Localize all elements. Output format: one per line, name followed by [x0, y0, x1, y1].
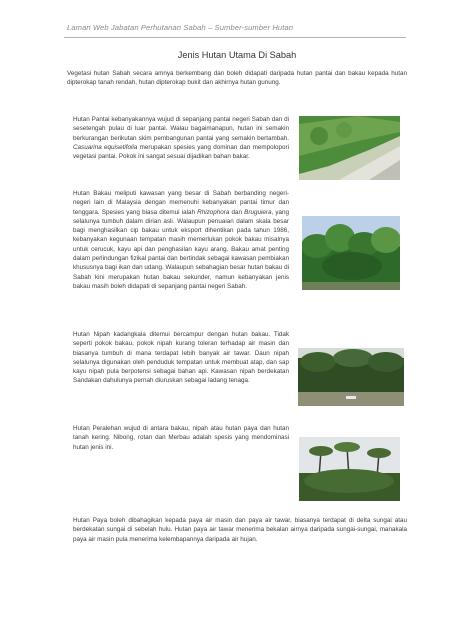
- section-bakau-text: [73, 189, 289, 291]
- closing-paragraph: Hutan Paya boleh dibahagikan kepada paya air masin dan paya air tawar, biasanya terdapat di delta sungai atau berdekatan sungai di sebelah hulu. Hutan paya air tawar menerima bekalan airnya daripada sungai-sungai, manakala paya air masin pula menerima kelembapannya daripada air hujan.: [73, 517, 407, 543]
- text-run: , yang selalunya tumbuh dalam dirian asli. Walaupun penuaian dalam skala besar bagi menghasilkan cip bakau untuk eksport dihentikan pada tahun 1986, kebanyakan kegunaan tempatan masih memerlukan pokok bakau misalnya untuk cerucuk, kayu api dan penghasilan kayu arang. Bakau amat penting dalam perlindungan fizikal pantai dan bertindak sebagai kawasan pembiakan khususnya bagi ikan dan udang. Walaupun sebahagian besar hutan bakau di Sabah kini merupakan hutan bakau sekunder, namun kebanyakan jenis bakau masih boleh didapati di sepanjang pantai negeri Sabah.: [73, 208, 289, 290]
- text-run: Hutan Pantai kebanyakannya wujud di sepanjang pantai negeri Sabah dan di sesetengah pulau di luar pantai. Walau bagaimanapun, hutan ini semakin berkurangan berikutan skim pembangunan pantai yang semakin bertambah.: [73, 116, 289, 142]
- section-pantai-text: [73, 115, 289, 161]
- species-name: Rhizophora: [197, 208, 230, 216]
- page-title: Jenis Hutan Utama Di Sabah: [177, 50, 297, 60]
- text-run: Hutan Bakau meliputi kawasan yang besar di Sabah berbanding negeri-negeri lain di Malaysia dengan memenuhi kebanyakan pantai timur dan tenggara. Spesies yang biasa ditemui ialah: [73, 190, 289, 216]
- beach-casuarina-photo: [299, 116, 400, 180]
- section-nipah-text: Hutan Nipah kadangkala ditemui bercampur dengan hutan bakau. Tidak seperti pokok bakau, pokok nipah kurang toleran terhadap air masin dan biasanya tumbuh di mana terdapat lebih banyak air tawar. Daun nipah selalunya digunakan oleh penduduk tempatan untuk membuat atap, dan sap kayu nipah pula berpotensi sebagai bahan api. Kawasan nipah berdekatan Sandakan dahulunya pernah diuruskan sebagai ladang tenaga.: [73, 331, 289, 385]
- species-name: Casuarina equisetifolia: [73, 143, 138, 151]
- mangrove-forest-photo: [302, 216, 400, 290]
- species-name: Bruguiera: [244, 208, 272, 216]
- header-divider: [64, 37, 406, 38]
- nipah-river-photo: [298, 348, 404, 406]
- text-run: dan: [229, 208, 245, 216]
- transition-forest-palms-photo: [299, 437, 400, 501]
- page-header: Laman Web Jabatan Perhutanan Sabah – Sumber-sumber Hutan: [67, 23, 294, 32]
- intro-paragraph: Vegetasi hutan Sabah secara amnya berkembang dan boleh didapati daripada hutan pantai dan bakau kepada hutan dipterokap tanah rendah, hutan dipterokap bukit dan akhirnya hutan gunung.: [67, 70, 407, 87]
- section-peralehan-text: Hutan Peralehan wujud di antara bakau, nipah atau hutan paya dan hutan tanah kering. Nibong, rotan dan Merbau adalah spesis yang mendominasi hutan jenis ini.: [73, 425, 289, 451]
- text-run: merupakan spesies yang dominan dan mempolopori vegetasi pantai. Pokok ini sangat sesuai dijadikan bahan bakar.: [73, 143, 289, 161]
